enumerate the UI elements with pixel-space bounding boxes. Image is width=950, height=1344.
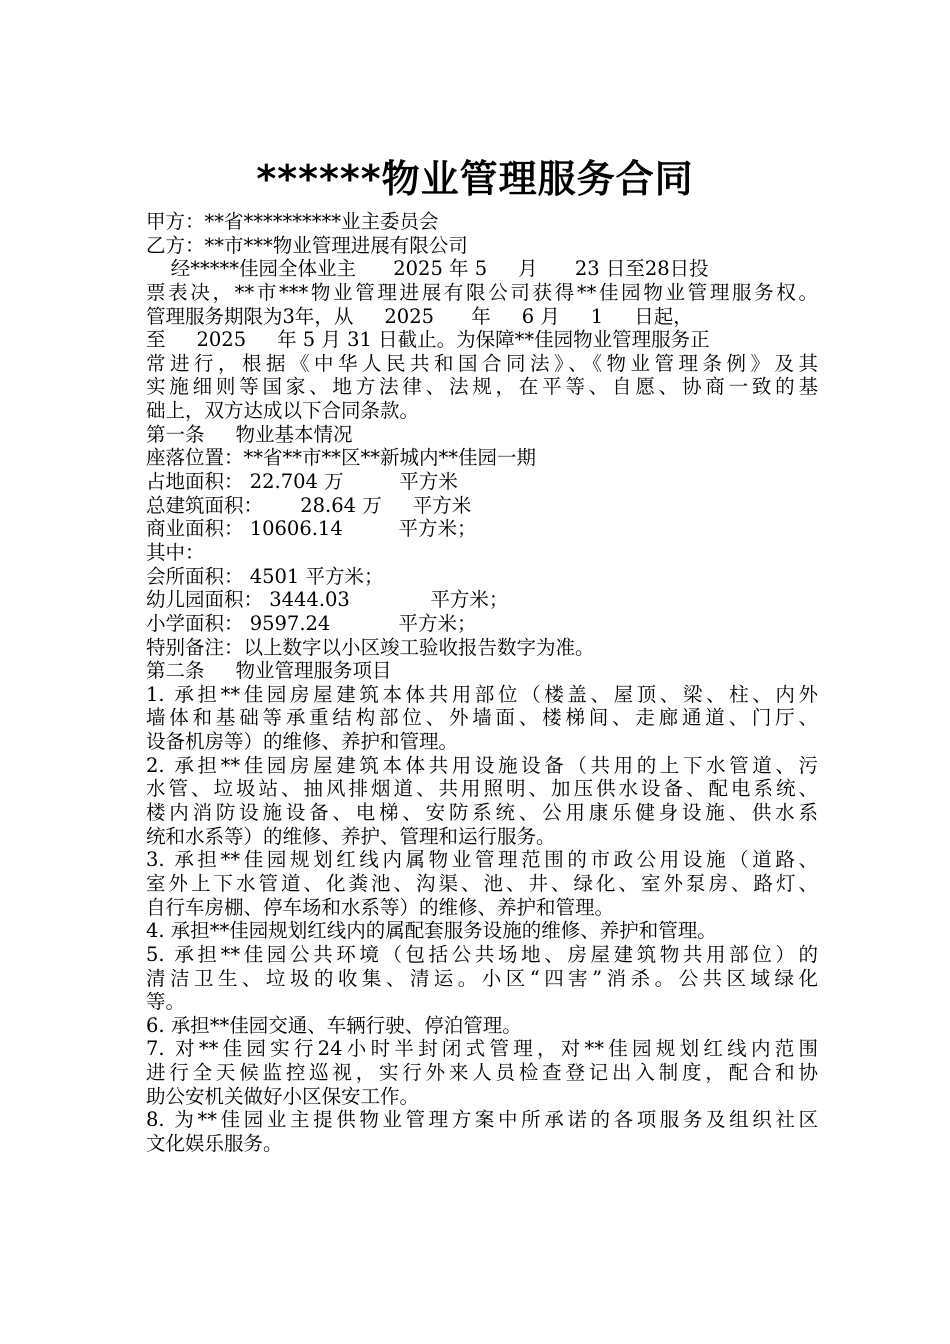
document-line: 特别备注：以上数字以小区竣工验收报告数字为准。	[146, 635, 595, 659]
document-line: 实施细则等国家、地方法律、法规，在平等、自愿、协商一致的基	[146, 375, 818, 399]
document-line: 统和水系等）的维修、养护、管理和运行服务。	[146, 824, 556, 848]
document-line: 水管、垃圾站、抽风排烟道、共用照明、加压供水设备、配电系统、	[146, 777, 818, 801]
document-line: 2. 承担**佳园房屋建筑本体共用设施设备（共用的上下水管道、污	[146, 753, 818, 777]
document-line: 管理服务期限为3年，从 2025 年 6 月 1 日起，	[146, 304, 693, 328]
document-line: 甲方：**省**********业主委员会	[146, 210, 439, 233]
document-line: 础上，双方达成以下合同条款。	[146, 399, 420, 423]
document-line: 乙方：**市***物业管理进展有限公司	[146, 233, 468, 257]
document-line: 7. 对**佳园实行24小时半封闭式管理，对**佳园规划红线内范围	[146, 1037, 818, 1061]
document-line: 助公安机关做好小区保安工作。	[146, 1084, 420, 1108]
document-line: 第二条 物业管理服务项目	[146, 659, 392, 683]
document-line: 至 2025 年 5 月 31 日截止。为保障**佳园物业管理服务正	[146, 328, 710, 352]
document-line: 8. 为**佳园业主提供物业管理方案中所承诺的各项服务及组织社区	[146, 1108, 818, 1132]
document-line: 常进行，根据《中华人民共和国合同法》、《物业管理条例》及其	[146, 351, 818, 375]
document-line: 设备机房等）的维修、养护和管理。	[146, 730, 459, 754]
document-line: 占地面积： 22.704 万 平方米	[146, 470, 458, 494]
document-line: 1. 承担**佳园房屋建筑本体共用部位（楼盖、屋顶、梁、柱、内外	[146, 682, 818, 706]
document-line: 票表决，**市***物业管理进展有限公司获得**佳园物业管理服务权。	[146, 280, 818, 304]
document-line: 小学面积： 9597.24 平方米；	[146, 611, 477, 635]
document-line: 等。	[146, 990, 186, 1014]
document-line: 6. 承担**佳园交通、车辆行驶、停泊管理。	[146, 1013, 522, 1037]
document-line: 商业面积： 10606.14 平方米；	[146, 517, 477, 541]
document-line: 文化娱乐服务。	[146, 1131, 283, 1155]
document-line: 3. 承担**佳园规划红线内属物业管理范围的市政公用设施（道路、	[146, 848, 818, 872]
document-line: 第一条 物业基本情况	[146, 422, 353, 446]
document-line: 会所面积： 4501 平方米；	[146, 564, 384, 588]
document-title: ******物业管理服务合同	[256, 157, 694, 201]
document-line: 总建筑面积： 28.64 万 平方米	[146, 493, 472, 517]
document-line: 5. 承担**佳园公共环境（包括公共场地、房屋建筑物共用部位）的	[146, 942, 818, 966]
document-line: 墙体和基础等承重结构部位、外墙面、楼梯间、走廊通道、门厅、	[146, 706, 818, 730]
document-body	[146, 210, 818, 1156]
document-line: 4. 承担**佳园规划红线内的属配套服务设施的维修、养护和管理。	[146, 919, 717, 943]
document-line: 幼儿园面积： 3444.03 平方米；	[146, 588, 509, 612]
document-line: 座落位置：**省**市**区**新城内**佳园一期	[146, 446, 537, 470]
document-line: 清洁卫生、垃圾的收集、清运。小区“四害”消杀。公共区域绿化	[146, 966, 818, 990]
document-line: 经*****佳园全体业主 2025 年 5 月 23 日至28日投	[146, 257, 709, 281]
document-line: 其中：	[146, 540, 205, 564]
document-line: 楼内消防设施设备、电梯、安防系统、公用康乐健身设施、供水系	[146, 801, 818, 825]
document-line: 自行车房棚、停车场和水系等）的维修、养护和管理。	[146, 895, 615, 919]
document-line: 室外上下水管道、化粪池、沟渠、池、井、绿化、室外泵房、路灯、	[146, 871, 818, 895]
document-line: 进行全天候监控巡视，实行外来人员检查登记出入制度，配合和协	[146, 1061, 818, 1085]
